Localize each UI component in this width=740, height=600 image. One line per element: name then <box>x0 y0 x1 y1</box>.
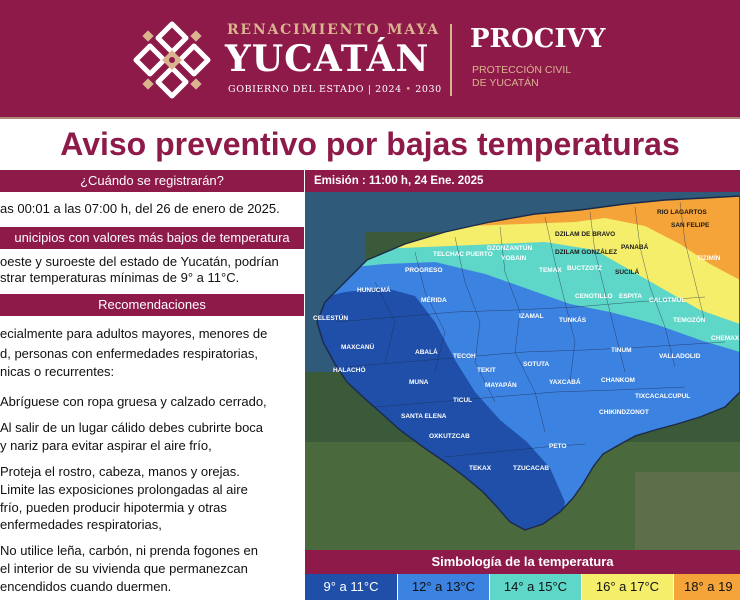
recommendation-4-line-2: el interior de su vivienda que permanezcan <box>0 561 248 576</box>
header-stripe <box>0 117 740 119</box>
legend-title: Simbología de la temperatura <box>305 550 740 574</box>
map-label: DZONZANTÚN <box>487 245 533 252</box>
map-label: CHIKINDZONOT <box>599 409 649 416</box>
map-label: DZILAM DE BRAVO <box>555 231 616 238</box>
map-label: PROGRESO <box>405 267 443 274</box>
map-label: TEKIT <box>477 367 496 374</box>
map-label: YOBAIN <box>501 255 527 262</box>
map-label: TIXCACALCUPUL <box>635 393 691 400</box>
recommendations-intro-line-1: ecialmente para adultos mayores, menores de <box>0 326 268 341</box>
map-label: RIO LAGARTOS <box>657 209 707 216</box>
map-label: TUNKÁS <box>559 317 587 324</box>
recommendation-3-line-1: Proteja el rostro, cabeza, manos y orejas. <box>0 464 240 479</box>
recommendation-3-line-4: enfermedades respiratorias, <box>0 517 162 532</box>
map-label: DZILAM GONZÁLEZ <box>555 249 618 256</box>
map-label: TICUL <box>453 397 473 404</box>
recommendation-3-line-3: frío, pueden producir hipotermia y otras <box>0 500 227 515</box>
brand-tagline: RENACIMIENTO MAYA <box>227 22 440 38</box>
section-heading-recommendations: Recomendaciones <box>0 294 304 316</box>
agency-name: PROCIVY <box>470 24 606 54</box>
map-label: HUNUCMÁ <box>357 287 391 294</box>
recommendation-2-line-2: y nariz para evitar aspirar el aire frío, <box>0 438 212 453</box>
municipalities-line-1: oeste y suroeste del estado de Yucatán, podrían <box>0 254 279 269</box>
map-label: PETO <box>549 443 567 450</box>
map-label: CENOTILLO <box>575 293 613 300</box>
info-panel <box>0 170 304 600</box>
brand-subtitle: GOBIERNO DEL ESTADO | 2024 • 2030 <box>228 84 442 95</box>
map-label: TIZIMÍN <box>697 255 721 262</box>
recommendation-2-line-1: Al salir de un lugar cálido debes cubrirte boca <box>0 420 264 435</box>
when-text: as 00:01 a las 07:00 h, del 26 de enero de 2025. <box>0 201 280 216</box>
map-label: TEMAX <box>539 267 562 274</box>
recommendation-4-line-3: encendidos cuando duermen. <box>0 579 172 594</box>
agency-subtitle <box>472 64 592 90</box>
recommendation-4-line-1: No utilice leña, carbón, ni prenda fogones en <box>0 543 259 558</box>
agency-line-1: PROTECCIÓN CIVIL <box>472 64 572 76</box>
legend-cell-14-15: 14° a 15°C <box>490 574 582 600</box>
map-label: TECOH <box>453 353 476 360</box>
map-label: YAXCABÁ <box>549 379 581 386</box>
map-label: PANABÁ <box>621 244 649 251</box>
temperature-map <box>305 192 740 550</box>
map-label: MAYAPÁN <box>485 382 517 389</box>
map-label: SOTUTA <box>523 361 550 368</box>
legend-cell-9-11: 9° a 11°C <box>305 574 398 600</box>
map-label: TEMOZÓN <box>673 317 706 324</box>
map-canvas <box>305 192 740 550</box>
map-label: TEKAX <box>469 465 492 472</box>
map-label: CELESTÚN <box>313 315 349 322</box>
map-label: SAN FELIPE <box>671 222 710 229</box>
map-label: TELCHAC PUERTO <box>433 251 493 258</box>
page-title: Aviso preventivo por bajas temperaturas <box>60 126 680 162</box>
map-label: IZAMAL <box>519 313 544 320</box>
map-label: CALOTMUL <box>649 297 686 304</box>
section-heading-municipalities: unicipios con valores más bajos de temperatura <box>0 227 304 249</box>
southeast-land <box>635 472 740 550</box>
legend-cell-12-13: 12° a 13°C <box>398 574 490 600</box>
recommendations-intro-line-3: nicas o recurrentes: <box>0 364 115 379</box>
brand-government: GOBIERNO DEL ESTADO <box>228 84 365 95</box>
map-label: MÉRIDA <box>421 297 447 304</box>
header-banner <box>0 0 740 117</box>
section-heading-when: ¿Cuándo se registrarán? <box>0 170 304 192</box>
map-label: SUCILÁ <box>615 269 640 276</box>
map-label: CHEMAX <box>711 335 740 342</box>
emission-timestamp: Emisión : 11:00 h, 24 Ene. 2025 <box>305 170 740 192</box>
map-label: CHANKOM <box>601 377 635 384</box>
header-divider <box>450 24 452 96</box>
map-label: ESPITA <box>619 293 642 300</box>
brand-name: YUCATÁN <box>225 38 430 80</box>
map-label: OXKUTZCAB <box>429 433 470 440</box>
map-label: TZUCACAB <box>513 465 550 472</box>
map-label: MAXCANÚ <box>341 344 375 351</box>
map-label: BUCTZOTZ <box>567 265 603 272</box>
map-label: ABALÁ <box>415 349 438 356</box>
map-label: HALACHÓ <box>333 367 366 374</box>
recommendations-intro-line-2: d, personas con enfermedades respiratorias, <box>0 346 258 361</box>
yucatan-logo-icon <box>132 20 212 100</box>
brand-year-start: 2024 <box>375 84 402 95</box>
legend-cell-18-19: 18° a 19 <box>674 574 740 600</box>
recommendation-1-line-1: Abríguese con ropa gruesa y calzado cerrado, <box>0 394 267 409</box>
brand-year-separator: • <box>405 84 412 95</box>
map-label: VALLADOLID <box>659 353 701 360</box>
legend <box>305 574 740 600</box>
agency-line-2: DE YUCATÁN <box>472 77 539 89</box>
legend-cell-16-17: 16° a 17°C <box>582 574 674 600</box>
recommendation-3-line-2: Limite las exposiciones prolongadas al aire <box>0 482 248 497</box>
brand-year-end: 2030 <box>415 84 442 95</box>
municipalities-line-2: strar temperaturas mínimas de 9° a 11°C. <box>0 270 240 285</box>
map-label: SANTA ELENA <box>401 413 447 420</box>
map-label: MUNA <box>409 379 429 386</box>
map-label: TINUM <box>611 347 632 354</box>
